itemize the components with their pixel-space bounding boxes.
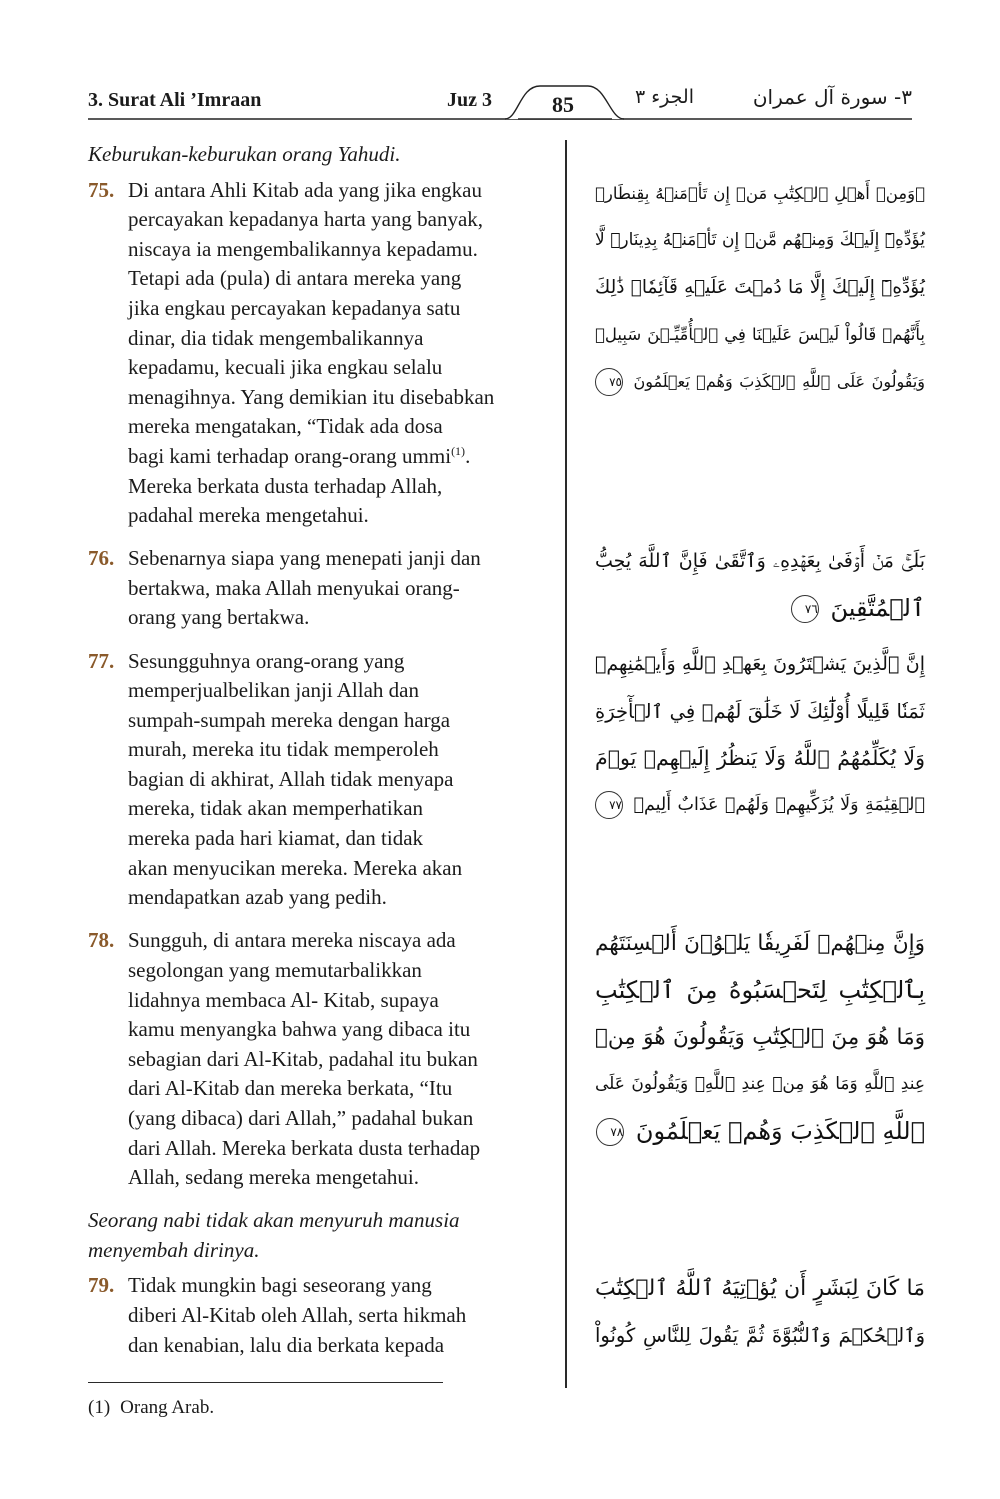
arabic-line [595, 1108, 925, 1155]
translation-line: bagian di akhirat, Allah tidak menyapa [128, 766, 454, 791]
translation-line: (yang dibaca) dari Allah,” padahal bukan [128, 1105, 474, 1130]
arabic-text: يُؤَدِّهِۦٓ إِلَيۡكَ إِلَّا مَا دُمۡتَ عَلَيۡهِ قَآئِمٗاۗ ذَٰلِكَ [595, 276, 925, 298]
verse-row [88, 176, 925, 531]
verse-number: 79. [88, 1273, 115, 1298]
arabic-text: وَإِنَّ مِنۡهُمۡ لَفَرِيقٗا يَلۡوُۥنَ أَلۡسِنَتَهُم [595, 931, 925, 957]
verse-arabic [595, 920, 925, 1155]
translation-line [128, 442, 555, 472]
translation-line: Di antara Ahli Kitab ada yang jika engkau [128, 177, 482, 202]
arabic-text: بَلَىٰۚ مَنۡ أَوۡفَىٰ بِعَهۡدِهِۦ وَٱتَّقَىٰ فَإِنَّ ٱللَّهَ يُحِبُّ [595, 550, 925, 573]
verse-row [88, 926, 925, 1192]
verses-content [88, 140, 925, 1360]
translation-line: akan menyucikan mereka. Mereka akan [128, 855, 463, 880]
header-rule [0, 0, 1000, 140]
translation-line: lidahnya membaca Al- Kitab, supaya [128, 987, 439, 1012]
verse-number: 78. [88, 928, 115, 953]
surah-title-latin: 3. Surat Ali ’Imraan [88, 89, 262, 111]
verse-number: 76. [88, 546, 115, 571]
arabic-text: ٱللَّهِ ٱلۡكَذِبَ وَهُمۡ يَعۡلَمُونَ [635, 1117, 925, 1146]
arabic-text: بِأَنَّهُمۡ قَالُواْ لَيۡسَ عَلَيۡنَا فِي ٱلۡأُمِّيِّـۧنَ سَبِيلٞ [595, 324, 925, 344]
section-heading-text [88, 140, 555, 170]
verse-number: 75. [88, 177, 115, 202]
translation-line: segolongan yang memutarbalikkan [128, 957, 422, 982]
arabic-line [595, 585, 925, 632]
translation-lines [128, 647, 555, 913]
arabic-text: بِٱلۡكِتَٰبِ لِتَحۡسَبُوهُ مِنَ ٱلۡكِتَٰبِ [595, 976, 925, 1005]
footnote-text: Orang Arab. [120, 1397, 215, 1418]
verse-row [88, 1271, 925, 1360]
arabic-line [595, 538, 925, 585]
translation-line: menagihnya. Yang demikian itu disebabkan [128, 384, 495, 409]
translation-line: Sebenarnya siapa yang menepati janji dan [128, 546, 481, 571]
translation-line: mereka mengatakan, “Tidak ada dosa [128, 414, 443, 439]
translation-line: memperjualbelikan janji Allah dan [128, 678, 419, 703]
translation-text-after: . [465, 443, 471, 468]
translation-line: Sungguh, di antara mereka niscaya ada [128, 928, 456, 953]
translation-line: orang yang bertakwa. [128, 605, 310, 630]
arabic-line [595, 217, 925, 264]
translation-line: percayakan kepadanya harta yang banyak, [128, 207, 484, 232]
translation-line: Sesungguhnya orang-orang yang [128, 648, 405, 673]
arabic-text: ٱلۡقِيَٰمَةِ وَلَا يُزَكِّيهِمۡ وَلَهُمۡ عَذَابٌ أَلِيمٞ [633, 794, 925, 815]
translation-line: jika engkau percayakan kepadanya satu [128, 295, 461, 320]
juz-label-arabic: الجزء ٣ [634, 86, 694, 108]
translation-line: mereka, tidak akan memperhatikan [128, 796, 424, 821]
arabic-line [595, 264, 925, 311]
translation-line: Allah, sedang mereka mengetahui. [128, 1165, 419, 1190]
translation-line: Mereka berkata dusta terhadap Allah, [128, 473, 443, 498]
translation-lines [128, 1271, 555, 1360]
arabic-text: عِندِ ٱللَّهِ وَمَا هُوَ مِنۡ عِندِ ٱللَّهِۖ وَيَقُولُونَ عَلَى [595, 1074, 925, 1095]
footnote-reference: (1) [451, 443, 466, 458]
translation-line: dari Allah. Mereka berkata dusta terhadap [128, 1135, 481, 1160]
translation-line: sumpah-sumpah mereka dengan harga [128, 707, 451, 732]
verse-arabic [595, 170, 925, 405]
arabic-text: مَا كَانَ لِبَشَرٍ أَن يُؤۡتِيَهُ ٱللَّهُ ٱلۡكِتَٰبَ [595, 1276, 925, 1302]
arabic-text: إِنَّ ٱلَّذِينَ يَشۡتَرُونَ بِعَهۡدِ ٱللَّهِ وَأَيۡمَٰنِهِمۡ [595, 652, 925, 675]
arabic-line [595, 920, 925, 967]
verse-number: 77. [88, 648, 115, 673]
translation-line: murah, mereka itu tidak memperoleh [128, 737, 439, 762]
arabic-text: وَٱلۡحُكۡمَ وَٱلنُّبُوَّةَ ثُمَّ يَقُولَ لِلنَّاسِ كُونُواْ [595, 1324, 925, 1348]
verse-row [88, 544, 925, 633]
arabic-line [595, 782, 925, 829]
footnote [88, 1395, 214, 1421]
verse-arabic [595, 641, 925, 829]
translation-lines [128, 926, 555, 1192]
page-number: 85 [552, 92, 574, 117]
section-heading-text [88, 1206, 555, 1265]
arabic-line [595, 967, 925, 1014]
arabic-line [595, 358, 925, 405]
translation-line: diberi Al-Kitab oleh Allah, serta hikmah [128, 1302, 467, 1327]
verse-translation [88, 1271, 555, 1360]
arabic-line [595, 1312, 925, 1359]
section-heading [88, 1206, 925, 1265]
translation-line: dan kenabian, lalu dia berkata kepada [128, 1332, 445, 1357]
arabic-line [595, 688, 925, 735]
arabic-text: ٱلۡمُتَّقِينَ [830, 594, 925, 623]
translation-text: bagi kami terhadap orang-orang ummi [128, 443, 452, 468]
translation-line: dinar, dia tidak mengembalikannya [128, 325, 424, 350]
arabic-text: وَمَا هُوَ مِنَ ٱلۡكِتَٰبِ وَيَقُولُونَ هُوَ مِنۡ [595, 1025, 925, 1051]
arabic-line [595, 641, 925, 688]
ayah-end-marker: ٧٥ [595, 368, 623, 396]
arabic-text: يُؤَدِّهِۦٓ إِلَيۡكَ وَمِنۡهُم مَّنۡ إِن تَأۡمَنۡهُ بِدِينَارٖ لَّا [595, 229, 925, 250]
translation-line: Tetapi ada (pula) di antara mereka yang [128, 266, 462, 291]
verse-translation [88, 647, 555, 913]
heading-lines [88, 140, 515, 170]
heading-line: menyembah dirinya. [88, 1237, 260, 1262]
arabic-text: وَيَقُولُونَ عَلَى ٱللَّهِ ٱلۡكَذِبَ وَهُمۡ يَعۡلَمُونَ [633, 371, 925, 391]
heading-line: Seorang nabi tidak akan menyuruh manusia [88, 1208, 460, 1233]
verse-translation [88, 544, 555, 633]
translation-line: mendapatkan azab yang pedih. [128, 885, 387, 910]
verse-arabic [595, 538, 925, 632]
juz-label-latin: Juz 3 [447, 89, 492, 111]
translation-lines [128, 544, 555, 633]
section-heading [88, 140, 925, 170]
footnote-marker: (1) [88, 1397, 111, 1418]
arabic-line [595, 1061, 925, 1108]
arabic-line [595, 735, 925, 782]
translation-line: niscaya ia mengembalikannya kepadamu. [128, 236, 478, 261]
verse-arabic [595, 1265, 925, 1359]
arabic-line [595, 1265, 925, 1312]
arabic-line [595, 1014, 925, 1061]
surah-title-arabic: ٣- سورة آل عمران [752, 85, 912, 109]
translation-lines [128, 176, 555, 531]
arabic-line [595, 170, 925, 217]
translation-line: kamu menyangka bahwa yang dibaca itu [128, 1017, 471, 1042]
translation-line: dari Al-Kitab dan mereka berkata, “Itu [128, 1076, 453, 1101]
translation-line: Tidak mungkin bagi seseorang yang [128, 1273, 432, 1298]
footnote-rule [88, 1382, 443, 1383]
ayah-end-marker: ٧٧ [595, 791, 623, 819]
arabic-text: وَلَا يُكَلِّمُهُمُ ٱللَّهُ وَلَا يَنظُرُ إِلَيۡهِمۡ يَوۡمَ [595, 745, 925, 770]
arabic-text: ثَمَنٗا قَلِيلًا أُوْلَٰٓئِكَ لَا خَلَٰقَ لَهُمۡ فِي ٱلۡأٓخِرَةِ [595, 699, 925, 723]
translation-line: mereka pada hari kiamat, dan tidak [128, 826, 424, 851]
verse-row [88, 647, 925, 913]
heading-line: Keburukan-keburukan orang Yahudi. [88, 142, 401, 166]
verse-translation [88, 926, 555, 1192]
arabic-text: ۞وَمِنۡ أَهۡلِ ٱلۡكِتَٰبِ مَنۡ إِن تَأۡمَنۡهُ بِقِنطَارٖ [595, 183, 925, 203]
ayah-end-marker: ٧٦ [791, 595, 819, 623]
translation-line: bertakwa, maka Allah menyukai orang- [128, 575, 460, 600]
translation-line: kepadamu, kecuali jika engkau selalu [128, 355, 443, 380]
translation-line: sebagian dari Al-Kitab, padahal itu bukan [128, 1046, 478, 1071]
arabic-line [595, 311, 925, 358]
heading-lines [88, 1206, 515, 1265]
translation-line: padahal mereka mengetahui. [128, 503, 369, 528]
verse-translation [88, 176, 555, 531]
ayah-end-marker: ٧٨ [596, 1118, 624, 1146]
